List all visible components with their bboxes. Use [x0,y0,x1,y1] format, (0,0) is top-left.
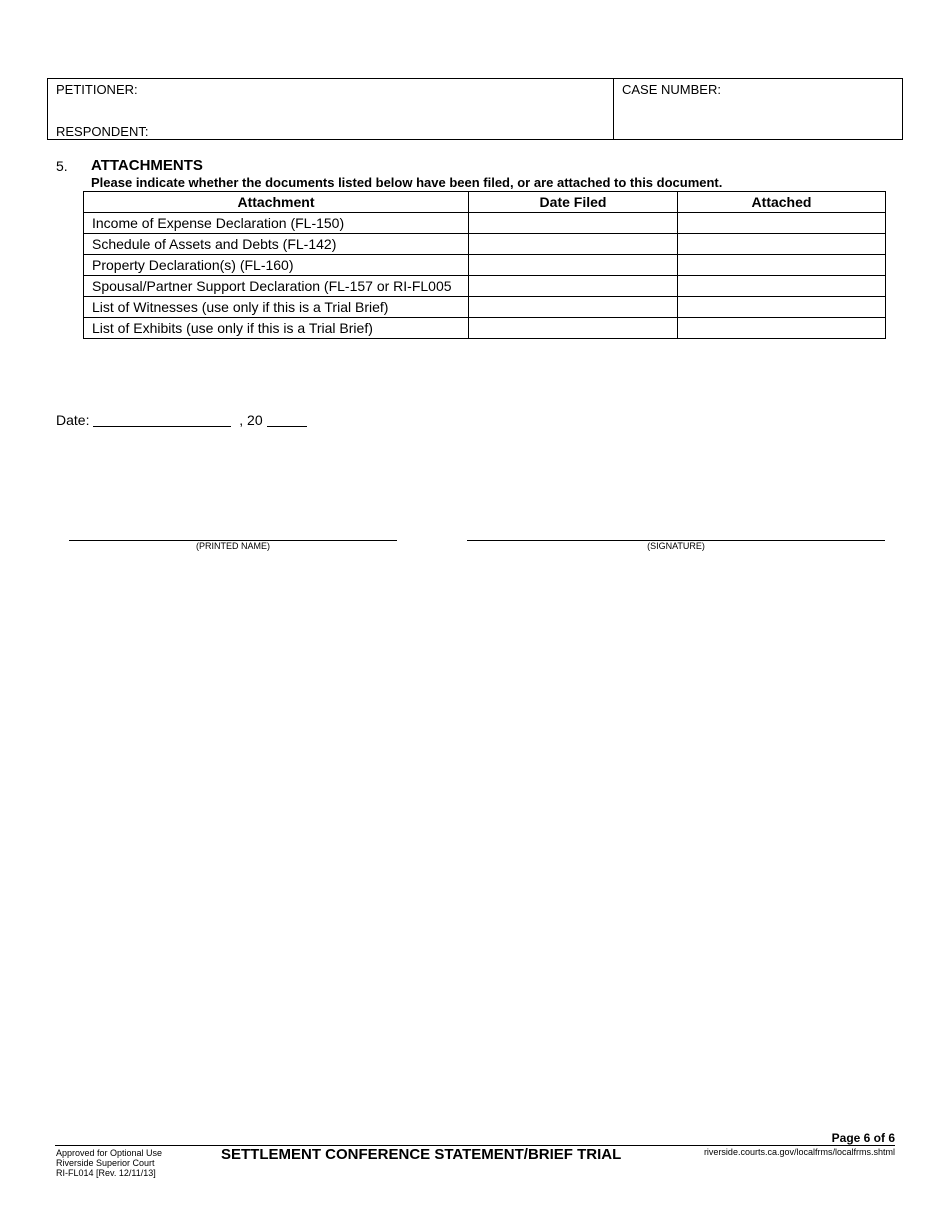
respondent-label: RESPONDENT: [56,124,149,139]
section-number: 5. [56,158,68,174]
date-line [56,411,307,428]
attached-cell[interactable] [678,276,886,297]
table-row [84,297,886,318]
attachment-name: List of Exhibits (use only if this is a Trial Brief) [84,318,469,339]
date-filed-cell[interactable] [469,318,678,339]
attachments-table [83,191,886,339]
attachment-name: Property Declaration(s) (FL-160) [84,255,469,276]
date-filed-cell[interactable] [469,213,678,234]
printed-name-caption: (PRINTED NAME) [196,541,270,551]
attachment-name: Income of Expense Declaration (FL-150) [84,213,469,234]
table-row [84,234,886,255]
court-url: riverside.courts.ca.gov/localfrms/localfrms.shtml [703,1147,895,1157]
attached-cell[interactable] [678,213,886,234]
attachment-name: Spousal/Partner Support Declaration (FL-157 or RI-FL005 [84,276,469,297]
table-row [84,318,886,339]
date-filed-cell[interactable] [469,255,678,276]
attached-cell[interactable] [678,255,886,276]
section-instructions: Please indicate whether the documents listed below have been filed, or are attached to this document. [91,175,723,190]
table-row [84,213,886,234]
attached-cell[interactable] [678,234,886,255]
case-number-label: CASE NUMBER: [622,82,721,97]
attachment-name: Schedule of Assets and Debts (FL-142) [84,234,469,255]
form-number-line: RI-FL014 [Rev. 12/11/13] [56,1168,156,1178]
court-line: Riverside Superior Court [56,1158,155,1168]
signature-caption: (SIGNATURE) [647,541,705,551]
caption-divider [613,79,614,139]
date-filed-cell[interactable] [469,297,678,318]
approval-block [56,1148,162,1178]
date-label: Date: [56,412,90,428]
date-field[interactable] [93,411,231,427]
petitioner-label: PETITIONER: [56,82,138,97]
table-header-row [84,192,886,213]
table-row [84,276,886,297]
header-date-filed: Date Filed [469,192,678,213]
header-attached: Attached [678,192,886,213]
case-caption-box [47,78,903,140]
attachment-name: List of Witnesses (use only if this is a Trial Brief) [84,297,469,318]
page-number: Page 6 of 6 [831,1131,895,1145]
section-title: ATTACHMENTS [91,157,203,174]
header-attachment: Attachment [84,192,469,213]
attached-cell[interactable] [678,318,886,339]
table-row [84,255,886,276]
date-filed-cell[interactable] [469,234,678,255]
date-filed-cell[interactable] [469,276,678,297]
approval-line: Approved for Optional Use [56,1148,163,1158]
form-title: SETTLEMENT CONFERENCE STATEMENT/BRIEF TRIAL [221,1146,622,1163]
year-prefix: , 20 [239,412,263,428]
year-field[interactable] [267,411,307,427]
attached-cell[interactable] [678,297,886,318]
